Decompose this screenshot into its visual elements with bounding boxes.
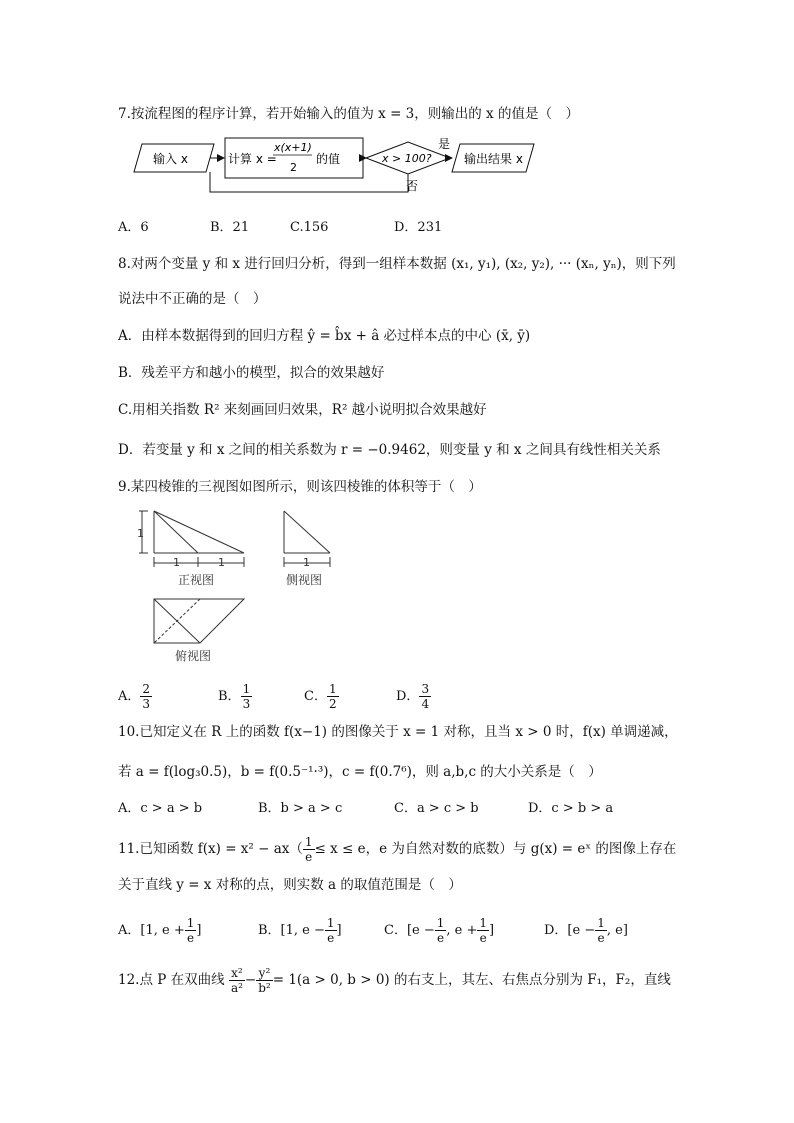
flow-input-label: 输入 x <box>153 152 188 166</box>
flow-calc-denominator: 2 <box>290 161 297 174</box>
q10-choice-c: C．a > c > b <box>394 801 479 816</box>
q11-choice-a: A．[1, e + $\frac{1}{e}$ ] <box>118 916 202 945</box>
q9-choice-d: D． $\frac{3}{4}$ <box>396 682 430 711</box>
q11-stem-line2: 关于直线 y = x 对称的点，则实数 a 的取值范围是（ ） <box>118 877 462 893</box>
q7-choice-d: D．231 <box>394 220 443 235</box>
front-view-caption: 正视图 <box>178 573 215 587</box>
flow-yes-label: 是 <box>438 137 451 151</box>
q9-choice-c: C． $\frac{1}{2}$ <box>304 682 337 711</box>
q11-choice-b: B．[1, e − $\frac{1}{e}$ ] <box>258 916 342 945</box>
q8-stem-line2: 说法中不正确的是（ ） <box>118 291 267 307</box>
flow-no-label: 否 <box>406 179 419 193</box>
flow-condition-label: x > 100? <box>382 152 432 165</box>
q11-choice-c: C．[e − $\frac{1}{e}$ , e + $\frac{1}{e}$ ] <box>384 916 495 945</box>
q10-choice-b: B．b > a > c <box>258 801 343 816</box>
q7-choice-b: B．21 <box>210 220 250 235</box>
q8-choice-d: D．若变量 y 和 x 之间的相关系数为 r = −0.9462，则变量 y 和 x 之间具有线性相关关系 <box>118 442 661 458</box>
q10-choice-d: D．c > b > a <box>528 801 614 816</box>
q9-choice-a: A． $\frac{2}{3}$ <box>118 682 151 711</box>
q11-stem-line1: 11.已知函数 f(x) = x² − ax（ $\frac{1}{e}$ ≤ x ≤ e，e 为自然对数的底数）与 g(x) = eˣ 的图像上存在 <box>118 835 677 864</box>
q9-three-views-figure <box>134 505 354 665</box>
q12-stem: 12.点 P 在双曲线 $\frac{\text{x²}}{\text{a²}}$ − $\frac{\text{y²}}{\text{b²}}$ = 1(a > 0, b > 0) 的右支上，其左、右焦点分别为 F₁，F₂，直线 <box>118 966 671 995</box>
q9-choice-b: B． $\frac{1}{3}$ <box>218 682 251 711</box>
q8-choice-b: B．残差平方和越小的模型，拟合的效果越好 <box>118 365 385 381</box>
q8-choice-a: A．由样本数据得到的回归方程 ŷ = b̂x + â 必过样本点的中心 (x̄, ȳ) <box>118 328 531 344</box>
front-width-2-label: 1 <box>218 556 225 569</box>
flow-calc-prefix: 计算 x = <box>228 152 277 166</box>
flow-calc-suffix: 的值 <box>316 152 341 166</box>
q8-stem-line1: 8.对两个变量 y 和 x 进行回归分析，得到一组样本数据 (x₁, y₁), (x₂, y₂), ··· (xₙ, yₙ)，则下列 <box>118 256 676 272</box>
q7-choice-a: A．6 <box>118 220 149 235</box>
q10-stem-line1: 10.已知定义在 R 上的函数 f(x−1) 的图像关于 x = 1 对称，且当 x > 0 时，f(x) 单调递减， <box>118 724 678 740</box>
q7-flowchart <box>130 130 550 198</box>
flow-calc-numerator: x(x+1) <box>274 141 312 154</box>
front-height-label: 1 <box>137 527 144 540</box>
q10-choice-a: A．c > a > b <box>118 801 203 816</box>
side-width-label: 1 <box>303 556 310 569</box>
q9-stem: 9.某四棱锥的三视图如图所示，则该四棱锥的体积等于（ ） <box>118 479 482 495</box>
q10-stem-line2: 若 a = f(log₃0.5)，b = f(0.5⁻¹·³)，c = f(0.7⁶)，则 a,b,c 的大小关系是（ ） <box>118 764 602 780</box>
q8-choice-c: C.用相关指数 R² 来刻画回归效果，R² 越小说明拟合效果越好 <box>118 402 487 418</box>
front-view <box>139 511 244 567</box>
side-view-caption: 侧视图 <box>286 573 323 587</box>
front-width-1-label: 1 <box>173 556 180 569</box>
flow-output-label: 输出结果 x <box>464 152 523 166</box>
top-view-caption: 俯视图 <box>175 649 212 663</box>
top-view <box>154 599 244 643</box>
q11-choice-d: D．[e − $\frac{1}{e}$ , e] <box>544 916 628 945</box>
q7-choice-c: C.156 <box>290 220 329 235</box>
q7-stem: 7.按流程图的程序计算，若开始输入的值为 x = 3，则输出的 x 的值是（ ） <box>118 106 579 122</box>
